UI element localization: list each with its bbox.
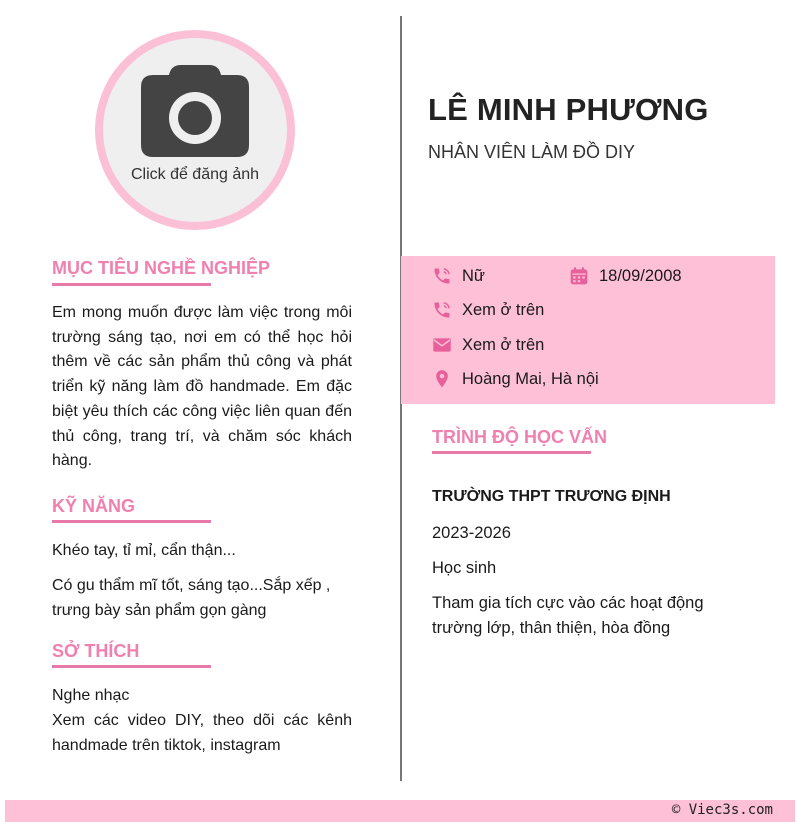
phone-value: Xem ở trên <box>462 300 545 319</box>
gender-value: Nữ <box>462 266 485 285</box>
copyright-text: © Viec3s.com <box>671 802 773 818</box>
objective-underline <box>52 283 211 286</box>
hobby-item: Xem các video DIY, theo dõi các kênh handmade trên tiktok, instagram <box>52 712 352 754</box>
objective-title: MỤC TIÊU NGHỀ NGHIỆP <box>52 258 271 278</box>
envelope-icon <box>432 335 452 355</box>
contact-address <box>432 369 599 389</box>
objective-text: Em mong muốn được làm việc trong môi trường sáng tạo, nơi em có thể học hỏi thêm về các sản phẩm thủ công và phát triển kỹ năng làm đồ handmade. Em đặc biệt yêu thích các công việc liên quan đến thủ công, trang trí, và chăm sóc khách hàng. <box>52 304 352 470</box>
education-title: TRÌNH ĐỘ HỌC VẤN <box>432 427 607 447</box>
location-pin-icon <box>432 369 452 389</box>
candidate-name: LÊ MINH PHƯƠNG <box>428 92 709 127</box>
contact-box <box>401 256 775 404</box>
job-title: NHÂN VIÊN LÀM ĐỒ DIY <box>428 142 636 162</box>
education-underline <box>432 451 591 454</box>
hobby-item: Nghe nhạc <box>52 687 130 704</box>
skill-item: Khéo tay, tỉ mỉ, cẩn thận... <box>52 542 236 559</box>
skills-title: KỸ NĂNG <box>52 496 136 516</box>
education-period: 2023-2026 <box>432 524 511 542</box>
footer-bar <box>5 800 795 822</box>
education-description: Tham gia tích cực vào các hoạt động trường lớp, thân thiện, hòa đồng <box>432 594 704 637</box>
address-value: Hoàng Mai, Hà nội <box>462 369 599 388</box>
contact-phone[interactable] <box>432 300 544 320</box>
education-role: Học sinh <box>432 559 497 577</box>
phone-icon <box>432 300 452 320</box>
avatar-caption: Click để đăng ảnh <box>130 166 260 183</box>
contact-email[interactable] <box>432 335 544 355</box>
school-name: TRƯỜNG THPT TRƯƠNG ĐỊNH <box>432 488 671 505</box>
hobbies-title: SỞ THÍCH <box>52 641 140 661</box>
calendar-icon <box>569 266 589 286</box>
hobbies-underline <box>52 665 211 668</box>
email-value: Xem ở trên <box>462 335 545 354</box>
skills-underline <box>52 520 211 523</box>
avatar-upload[interactable] <box>95 30 295 230</box>
skill-item: Có gu thẩm mĩ tốt, sáng tạo...Sắp xếp , trưng bày sản phẩm gọn gàng <box>52 577 331 619</box>
contact-gender <box>432 266 485 286</box>
birthdate-value: 18/09/2008 <box>599 266 682 285</box>
contact-birthdate <box>569 266 682 286</box>
camera-icon <box>141 65 249 157</box>
phone-icon <box>432 266 452 286</box>
